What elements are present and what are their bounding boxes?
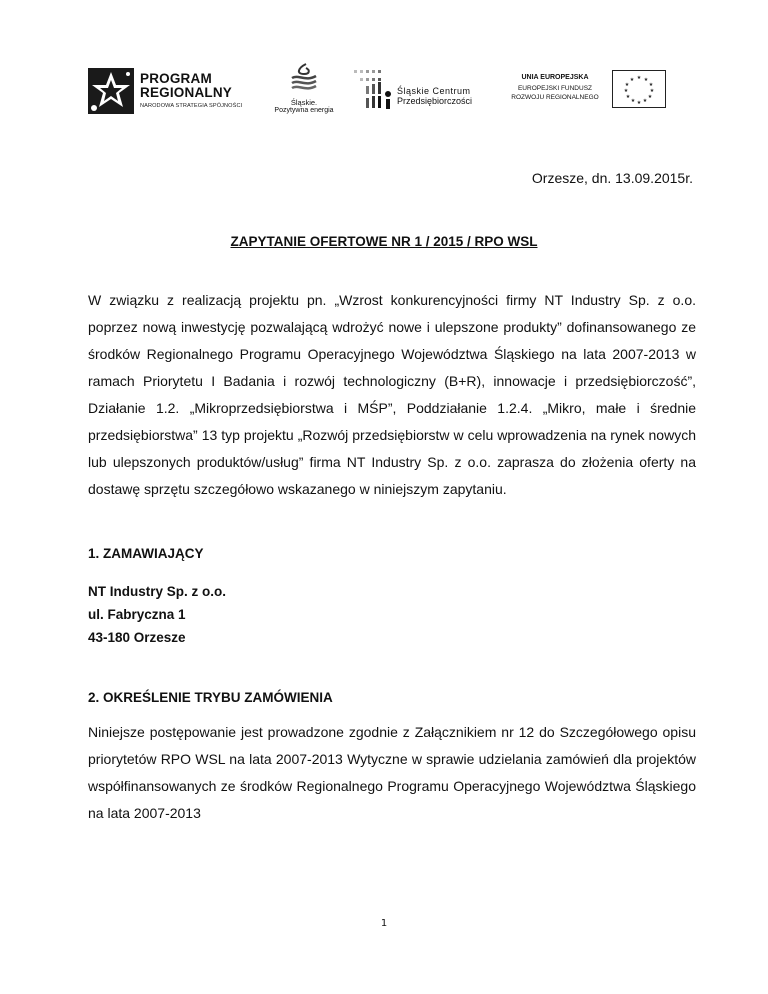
svg-text:★: ★ <box>630 98 636 104</box>
address-line-city: 43-180 Orzesze <box>88 630 186 645</box>
pr-line2: REGIONALNY <box>140 85 233 100</box>
scp-grid-icon <box>352 66 394 112</box>
svg-text:★: ★ <box>625 94 631 100</box>
logo-bar <box>0 62 768 122</box>
slaskie-wave-icon <box>288 62 320 96</box>
program-regionalny-star-icon <box>88 68 134 114</box>
svg-text:★: ★ <box>648 82 654 88</box>
program-regionalny-logo <box>88 68 258 116</box>
svg-text:★: ★ <box>649 88 655 94</box>
svg-text:★: ★ <box>636 75 642 81</box>
pr-line1: PROGRAM <box>140 71 212 86</box>
document-title: ZAPYTANIE OFERTOWE NR 1 / 2015 / RPO WSL <box>230 234 538 249</box>
svg-text:★: ★ <box>643 77 649 83</box>
document-date: Orzesze, dn. 13.09.2015r. <box>531 170 693 186</box>
page-number: 1 <box>380 918 388 929</box>
eu-logo <box>500 70 668 110</box>
slaskie-name: Śląskie. <box>290 98 318 107</box>
eu-line2: EUROPEJSKI FUNDUSZ <box>517 85 593 92</box>
section-2-heading: 2. OKREŚLENIE TRYBU ZAMÓWIENIA <box>88 690 333 705</box>
svg-text:★: ★ <box>629 77 635 83</box>
pr-line3: NARODOWA STRATEGIA SPÓJNOŚCI <box>140 103 243 109</box>
scp-line2: Przedsiębiorczości <box>397 96 473 106</box>
svg-text:★: ★ <box>624 82 630 88</box>
eu-line3: ROZWOJU REGIONALNEGO <box>511 94 599 101</box>
contracting-party-address <box>88 580 226 649</box>
scp-line1: Śląskie Centrum <box>397 86 471 96</box>
svg-text:★: ★ <box>642 98 648 104</box>
eu-flag-icon <box>612 70 666 108</box>
slaskie-tagline: Pozytywna energia <box>274 107 334 114</box>
scp-logo <box>352 66 494 112</box>
address-line-company: NT Industry Sp. z o.o. <box>88 584 226 599</box>
eu-line1: UNIA EUROPEJSKA <box>521 74 589 81</box>
section-2-body: Niniejsze postępowanie jest prowadzone zgodnie z Załącznikiem nr 12 do Szczegółowego opisu priorytetów RPO WSL na lata 2007-2013 Wytyczne w sprawie udzielania zamówień dla projektów współfinansowanych ze środków Regionalnego Programu Operacyjnego Województwa Śląskiego na lata 2007-2013 <box>88 724 696 821</box>
slaskie-logo <box>268 62 340 118</box>
svg-text:★: ★ <box>623 88 629 94</box>
section-1-heading: 1. ZAMAWIAJĄCY <box>88 546 204 561</box>
address-line-street: ul. Fabryczna 1 <box>88 607 186 622</box>
intro-paragraph: W związku z realizacją projektu pn. „Wzrost konkurencyjności firmy NT Industry Sp. z o.o. poprzez nową inwestycję pozwalającą wdrożyć nowe i ulepszone produkty” dofinansowanego ze środków Regionalnego Programu Operacyjnego Województwa Śląskiego na lata 2007-2013 w ramach Priorytetu I Badania i rozwój technologiczny (B+R), innowacje i przedsiębiorczość”, Działanie 1.2. „Mikroprzedsiębiorstwa i MŚP”, Poddziałanie 1.2.4. „Mikro, małe i średnie przedsiębiorstwa” 13 typ projektu „Rozwój przedsiębiorstw w celu wprowadzenia na rynek nowych lub ulepszonych produktów/usług” firma NT Industry Sp. z o.o. zaprasza do złożenia oferty na dostawę sprzętu szczegółowo wskazanego w niniejszym zapytaniu. <box>88 292 696 497</box>
svg-text:★: ★ <box>647 94 653 100</box>
svg-text:★: ★ <box>636 100 642 106</box>
